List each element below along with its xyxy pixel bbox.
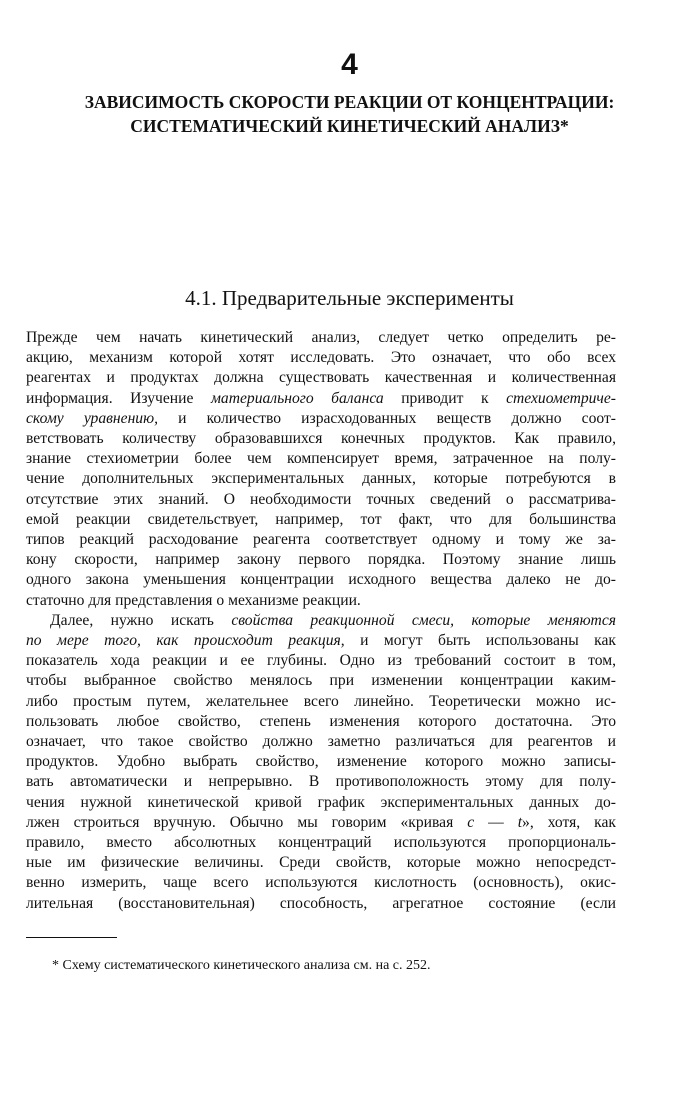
text-line: [26, 873, 616, 893]
text-segment: венно измерить, чаще всего используются кислотность (основность), окис-: [26, 874, 616, 892]
chapter-number: 4: [341, 48, 358, 81]
text-segment: означает, что такое свойство должно заметно различаться для реагентов и: [26, 733, 616, 751]
text-segment: правило, вместо абсолютных концентраций используются пропорциональ-: [26, 834, 616, 852]
text-line: [26, 409, 616, 429]
text-segment: продуктов. Удобно выбрать свойство, изменение которого можно записы-: [26, 753, 616, 771]
section-title: 4.1. Предварительные эксперименты: [185, 286, 514, 310]
text-line: [26, 712, 616, 732]
text-line: [26, 368, 616, 388]
text-segment: лжен строиться вручную. Обычно мы говорим «кривая: [26, 813, 468, 831]
text-line: [26, 772, 616, 792]
text-segment: Далее, нужно искать: [50, 611, 232, 629]
text-line: [26, 813, 616, 833]
text-line: [26, 328, 616, 348]
text-segment: приводит к: [383, 389, 507, 407]
text-segment: Прежде чем начать кинетический анализ, следует четко определить ре-: [26, 329, 616, 346]
text-line: [26, 348, 616, 368]
text-line: [26, 732, 616, 752]
italic-text: t: [517, 813, 523, 831]
text-line: [26, 611, 616, 631]
text-line: [26, 570, 616, 590]
text-line: [26, 429, 616, 449]
italic-text: скому уравнению,: [26, 409, 158, 427]
text-line: [26, 469, 616, 489]
chapter-title: [10, 90, 689, 138]
text-segment: типов реакций расходование реагента соответствует одному и тому же за-: [26, 531, 616, 549]
text-segment: отсутствие этих знаний. О необходимости точных сведений о рассматрива-: [26, 490, 616, 508]
chapter-title-line: ЗАВИСИМОСТЬ СКОРОСТИ РЕАКЦИИ ОТ КОНЦЕНТРАЦИИ:: [84, 92, 615, 112]
text-line: [26, 793, 616, 813]
text-line: [26, 591, 616, 611]
text-segment: кону скорости, например закону первого порядка. Поэтому знание лишь: [26, 551, 616, 569]
italic-text: по мере того, как происходит реакция,: [26, 632, 345, 650]
text-segment: статочно для представления о механизме реакции.: [26, 591, 361, 609]
text-line: [26, 631, 616, 651]
text-segment: ные им физические величины. Среди свойств, которые можно непосредст-: [26, 854, 616, 872]
text-line: [26, 449, 616, 469]
text-line: [26, 490, 616, 510]
text-line: [26, 671, 616, 691]
italic-text: материального баланса: [210, 389, 384, 407]
text-segment: знание стехиометрии более чем компенсирует время, затраченное на полу-: [26, 450, 616, 468]
italic-text: стехиометриче-: [506, 389, 616, 407]
footnote-divider: [26, 937, 117, 938]
text-line: [26, 853, 616, 873]
text-segment: пользовать любое свойство, степень изменения которого достаточна. Это: [26, 712, 616, 730]
text-segment: либо простым путем, желательнее всего линейно. Теоретически можно ис-: [26, 692, 616, 710]
text-segment: чения нужной кинетической кривой график экспериментальных данных до-: [26, 793, 616, 811]
italic-text: c: [467, 813, 475, 831]
text-segment: показатель хода реакции и ее глубины. Одно из требований состоит в том,: [26, 652, 616, 670]
italic-text: свойства реакционной смеси, которые меняются: [231, 611, 616, 629]
text-segment: вать автоматически и непрерывно. В противоположность этому для полу-: [26, 773, 616, 791]
text-line: [26, 692, 616, 712]
body-text: [26, 328, 616, 914]
chapter-title-line: СИСТЕМАТИЧЕСКИЙ КИНЕТИЧЕСКИЙ АНАЛИЗ*: [130, 116, 569, 136]
text-segment: лительная (восстановительная) способность, агрегатное состояние (если: [26, 894, 616, 912]
text-segment: », хотя, как: [522, 813, 616, 831]
text-segment: реагентах и продуктах должна существовать качественная и количественная: [26, 369, 616, 387]
text-line: [26, 651, 616, 671]
text-line: [26, 510, 616, 530]
text-segment: —: [474, 813, 518, 831]
text-segment: одного закона уменьшения концентрации исходного вещества далеко не до-: [26, 571, 616, 589]
text-line: [26, 550, 616, 570]
text-segment: и могут быть использованы как: [344, 632, 616, 650]
text-line: [26, 530, 616, 550]
text-line: [26, 894, 616, 914]
text-segment: чение дополнительных экспериментальных данных, которые потребуются в: [26, 470, 616, 488]
text-line: [26, 389, 616, 409]
text-segment: чтобы выбранное свойство менялось при изменении концентрации каким-: [26, 672, 616, 690]
text-segment: акцию, механизм которой хотят исследовать. Это означает, что обо всех: [26, 349, 616, 367]
text-segment: ветствовать количеству образовавшихся конечных продуктов. Как правило,: [26, 430, 616, 448]
text-segment: и количество израсходованных веществ должно соот-: [158, 409, 616, 427]
text-segment: емой реакции свидетельствует, например, тот факт, что для большинства: [26, 510, 616, 528]
text-line: [26, 833, 616, 853]
footnote: * Схему систематического кинетического анализа см. на с. 252.: [52, 958, 431, 973]
text-line: [26, 752, 616, 772]
text-segment: информация. Изучение: [26, 389, 211, 407]
